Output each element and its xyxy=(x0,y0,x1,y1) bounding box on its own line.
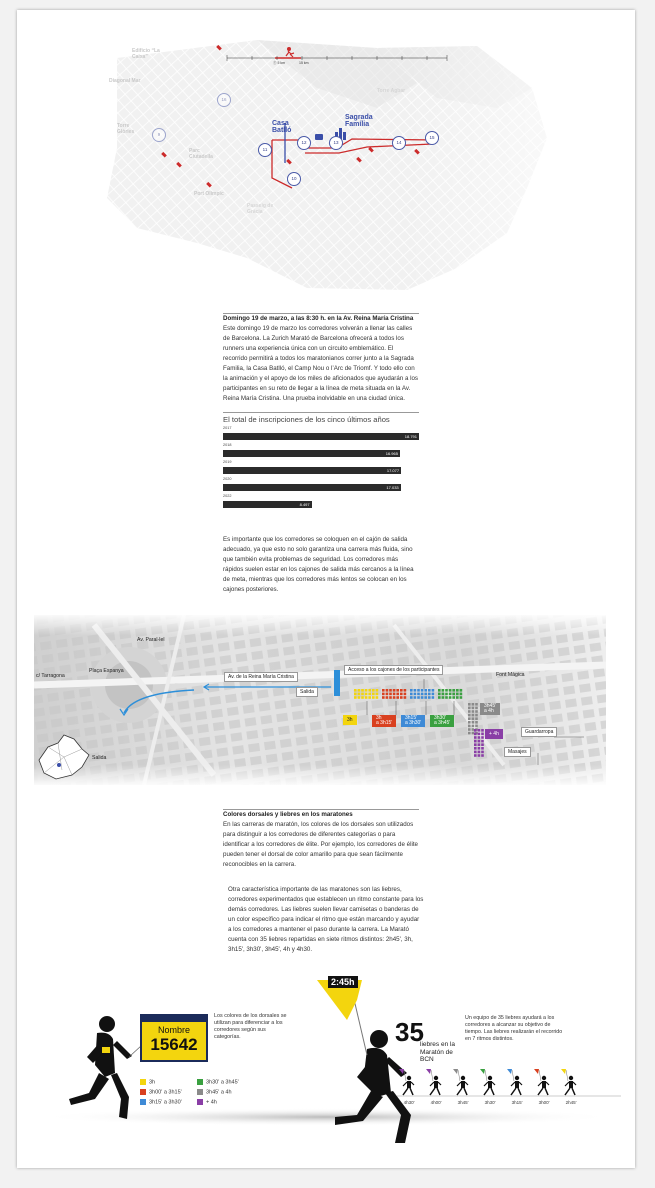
barcelona-inset-map xyxy=(34,725,94,785)
corral-cell xyxy=(404,689,407,692)
bar-year-label: 2019 xyxy=(223,460,232,464)
legend-label: + 4h xyxy=(206,1099,217,1106)
map-label-ciutadella: Parc Ciutadella xyxy=(189,148,213,160)
bar-year-label: 2017 xyxy=(223,426,232,430)
corral-cell xyxy=(472,714,475,717)
corral-cell xyxy=(421,693,424,696)
bar[interactable] xyxy=(223,450,400,457)
corral-cell xyxy=(472,725,475,728)
corral-cell xyxy=(472,703,475,706)
corral-cell xyxy=(361,696,364,699)
corral-cell xyxy=(358,696,361,699)
corral-cell xyxy=(478,740,481,743)
corral-cell xyxy=(424,696,427,699)
corral-cell xyxy=(424,689,427,692)
corral-cell xyxy=(460,693,463,696)
corral-cell xyxy=(456,689,459,692)
dorsales-heading: Colores dorsales y liebres en los maratones xyxy=(223,811,353,818)
corral-cell xyxy=(474,733,477,736)
corral-cell xyxy=(468,717,471,720)
map-label-lacaixa: Edificio “La Caixa” xyxy=(132,48,160,60)
bib-note: Los colores de los dorsales se utilizan para diferenciar a los corredores según sus categorías. xyxy=(214,1013,287,1040)
legend-label: 3h30' a 3h45' xyxy=(206,1079,239,1086)
corral-cell xyxy=(368,689,371,692)
corral-cell xyxy=(474,740,477,743)
pace-runner xyxy=(480,1069,495,1095)
corral-cell xyxy=(358,693,361,696)
corral-cell xyxy=(372,693,375,696)
bib-name: Nombre xyxy=(157,1025,190,1035)
pace-label: 3h15' xyxy=(511,1100,523,1105)
bar-value-label: 18.791 xyxy=(404,434,417,439)
bar[interactable] xyxy=(223,484,401,491)
corral-cell xyxy=(445,693,448,696)
legend-label: 3h00' a 3h15' xyxy=(149,1089,182,1096)
corral-cell xyxy=(410,693,413,696)
corral-cell xyxy=(404,696,407,699)
corral-cell xyxy=(474,729,477,732)
bar-value-label: 16.965 xyxy=(385,451,398,456)
corral-cell xyxy=(417,693,420,696)
corral-cell xyxy=(396,689,399,692)
bar-value-label: 17.033 xyxy=(386,485,399,490)
pace-label: 3h45' xyxy=(457,1100,469,1105)
label-tarragona: c/ Tarragona xyxy=(36,673,65,679)
corral-cell xyxy=(445,689,448,692)
corral-cell xyxy=(404,693,407,696)
corral-cell xyxy=(445,696,448,699)
corral-cell xyxy=(468,707,471,710)
corral-cell xyxy=(481,729,484,732)
label-acceso: Acceso a los cajones de los participantes xyxy=(344,665,443,675)
legend-item xyxy=(197,1099,217,1105)
corral-label-3h00: 3h a 3h15' xyxy=(372,715,396,727)
km-marker-10[interactable]: 10 xyxy=(287,172,301,186)
corral-label-3h45: 3h45' a 4h xyxy=(480,703,500,715)
corral-label-4h: + 4h xyxy=(485,729,503,739)
legend-label: 3h15' a 3h30' xyxy=(149,1099,182,1106)
corral-cell xyxy=(372,689,375,692)
pace-label: 2h45' xyxy=(565,1100,577,1105)
pace-label: 3h30' xyxy=(484,1100,496,1105)
corral-cell xyxy=(472,721,475,724)
label-espanya: Plaça Espanya xyxy=(89,668,124,674)
chart-title: El total de inscripciones de los cinco últimos años xyxy=(223,415,390,424)
corral-cell xyxy=(393,696,396,699)
label-font-magica: Font Màgica xyxy=(496,672,525,678)
map-label-glories: Torre Glòries xyxy=(117,123,135,135)
corral-cell xyxy=(456,696,459,699)
corral-cell xyxy=(442,693,445,696)
corral-cell xyxy=(468,732,471,735)
corral-cell xyxy=(460,696,463,699)
legend-swatch xyxy=(197,1099,203,1105)
corral-cell xyxy=(376,689,379,692)
legend-item xyxy=(197,1079,239,1085)
corral-cell xyxy=(386,689,389,692)
pace-label: 3h00' xyxy=(538,1100,550,1105)
pace-runner xyxy=(426,1069,441,1095)
corral-cell xyxy=(389,689,392,692)
corral-cell xyxy=(393,693,396,696)
corral-cell xyxy=(442,696,445,699)
corral-cell xyxy=(481,740,484,743)
corral-cell xyxy=(414,689,417,692)
map-label-agbar: Torre Agbar xyxy=(377,88,406,94)
pace-label: 4h00' xyxy=(430,1100,442,1105)
corral-cell xyxy=(468,725,471,728)
pace-runner xyxy=(561,1069,576,1095)
corral-cell xyxy=(410,696,413,699)
dorsales-body: En las carreras de maratón, los colores de los dorsales son utilizados para distinguir a los corredores de diferentes categorías o para identificar a los corredores de élite. Por ejemplo, los corredores de élite pueden tener el dorsal de color amarillo para que sean fácilmente reconocibles en la carrera. xyxy=(223,821,419,868)
corral-cell xyxy=(449,693,452,696)
dorsales-block xyxy=(223,810,419,870)
corral-cell xyxy=(442,689,445,692)
bar-year-label: 2020 xyxy=(223,477,232,481)
corral-cell xyxy=(400,689,403,692)
corral-cell xyxy=(428,693,431,696)
legend-swatch xyxy=(197,1079,203,1085)
corral-cell xyxy=(410,689,413,692)
corral-cell xyxy=(414,693,417,696)
corral-cell xyxy=(478,747,481,750)
corral-cell xyxy=(481,751,484,754)
corral-cell xyxy=(481,733,484,736)
bib-number: 15642 xyxy=(150,1035,198,1054)
corral-cell xyxy=(361,693,364,696)
pacers-big-number: 35 xyxy=(395,1017,424,1047)
label-av-parallel: Av. Paral·lel xyxy=(137,637,165,643)
km-marker-16[interactable]: 16 xyxy=(217,93,231,107)
bar[interactable] xyxy=(223,433,419,440)
corral-cell xyxy=(475,703,478,706)
corral-cell xyxy=(368,696,371,699)
corral-cell xyxy=(368,693,371,696)
route-map[interactable] xyxy=(77,28,547,298)
corral-cell xyxy=(478,736,481,739)
corral-cell xyxy=(438,696,441,699)
label-salida: Salida xyxy=(296,687,318,697)
intro-heading: Domingo 19 de marzo, a las 8:30 h. en la Av. Reina María Cristina xyxy=(223,315,414,322)
map-label-gracia: Passeig de Gràcia xyxy=(247,203,274,215)
bar[interactable] xyxy=(223,501,312,508)
km-marker-13[interactable]: 13 xyxy=(329,136,343,150)
corral-cell xyxy=(478,743,481,746)
corral-cell xyxy=(365,689,368,692)
corral-cell xyxy=(438,689,441,692)
pace-runner xyxy=(507,1069,522,1095)
corral-cell xyxy=(475,707,478,710)
corral-cell xyxy=(382,689,385,692)
corral-cell xyxy=(468,721,471,724)
corral-cell xyxy=(382,693,385,696)
pace-runner xyxy=(534,1069,549,1095)
corral-cell xyxy=(475,710,478,713)
corral-cell xyxy=(475,725,478,728)
pacer-flag-label: 2:45h xyxy=(328,976,358,988)
corral-cell xyxy=(449,689,452,692)
bar-year-label: 2022 xyxy=(223,494,232,498)
corral-label-3h15: 3h15' a 3h30' xyxy=(401,715,425,727)
corral-cell xyxy=(449,696,452,699)
corral-cell xyxy=(474,743,477,746)
corral-cell xyxy=(481,736,484,739)
corral-cell xyxy=(396,693,399,696)
corral-cell xyxy=(438,693,441,696)
bar-chart xyxy=(223,426,419,521)
corral-cell xyxy=(474,754,477,757)
pace-runner xyxy=(453,1069,468,1095)
corral-cell xyxy=(474,747,477,750)
chart-rule xyxy=(223,412,419,413)
corral-cell xyxy=(452,696,455,699)
legend-label: 3h45' a 4h xyxy=(206,1089,232,1096)
corral-cell xyxy=(365,693,368,696)
corral-cell xyxy=(354,696,357,699)
pacers-note: Un equipo de 35 liebres ayudará a los corredores a alcanzar su objetivo de tiempo. Las liebres realizarán el recorrido en 7 ritmos distintos. xyxy=(465,1015,563,1042)
km-marker-15[interactable]: 15 xyxy=(425,131,439,145)
corral-cell xyxy=(354,693,357,696)
corral-cell xyxy=(372,696,375,699)
corral-cell xyxy=(468,703,471,706)
map-label-port: Port Olímpic xyxy=(194,191,224,197)
corral-cell xyxy=(475,714,478,717)
corral-cell xyxy=(472,717,475,720)
bar-value-label: 8.497 xyxy=(299,502,310,507)
liebres-text: Otra característica importante de las maratones son las liebres, corredores experimentados que establecen un ritmo constante para los demás corredores. Las liebres suelen llevar camisetas o banderas de un color específico para indicar el ritmo que están marcando y ayudar a los corredores a mantener el paso durante la carrera. La Marató cuenta con 35 liebres repartidas en siete ritmos distintos: 2h45', 3h, 3h15', 3h30', 3h45', 4h y 4h30. xyxy=(228,886,424,953)
corral-label-3h: 3h xyxy=(343,715,357,725)
route-map-svg xyxy=(77,28,547,298)
corral-cell xyxy=(424,693,427,696)
corral-cell xyxy=(354,689,357,692)
corral-cell xyxy=(396,696,399,699)
bar-year-label: 2018 xyxy=(223,443,232,447)
corral-cell xyxy=(460,689,463,692)
bar[interactable] xyxy=(223,467,401,474)
corral-cell xyxy=(468,728,471,731)
corral-cell xyxy=(432,689,435,692)
corral-cell xyxy=(478,751,481,754)
pacers-caption: liebres en la Maratón de BCN xyxy=(420,1041,456,1063)
bib-header-strip xyxy=(142,1016,206,1022)
city-inset xyxy=(34,725,94,785)
start-area-map[interactable] xyxy=(34,615,606,785)
corral-cell xyxy=(481,754,484,757)
label-reina-cristina: Av. de la Reina María Cristina xyxy=(224,672,298,682)
corral-cell xyxy=(478,754,481,757)
corral-cell xyxy=(474,736,477,739)
corral-cell xyxy=(358,689,361,692)
km-marker-11[interactable]: 11 xyxy=(258,143,272,157)
corral-cell xyxy=(472,728,475,731)
scale-right-label: 15 km xyxy=(299,61,309,65)
km-marker-14[interactable]: 14 xyxy=(392,136,406,150)
corral-cell xyxy=(386,693,389,696)
intro-block xyxy=(223,314,419,404)
corral-cell xyxy=(452,693,455,696)
corral-cell xyxy=(478,733,481,736)
legend-swatch xyxy=(140,1079,146,1085)
intro-body: Este domingo 19 de marzo los corredores volverán a llenar las calles de Barcelona. La Zurich Marató de Barcelona ofrecerá a todos los runners una experiencia única con un circuito emblemático. El recorrido permitirá a todos los maratonianos correr junto a la Sagrada Familia, la Casa Batlló, el Camp Nou o l’Arc de Triomf. Y todo ello con la animación y el apoyo de los miles de aficionados que ayudarán a los participantes en su reto de llegar a la línea de meta situada en la Av. Reina María Cristina. Una prueba inolvidable en una ciudad única. xyxy=(223,325,419,402)
corral-cell xyxy=(393,689,396,692)
corral-cell xyxy=(361,689,364,692)
pace-label: 4h30' xyxy=(403,1100,415,1105)
corral-cell xyxy=(414,696,417,699)
scale-left-label: Ⓢ 5 km xyxy=(273,61,286,65)
corral-cell xyxy=(481,747,484,750)
corral-cell xyxy=(474,751,477,754)
runner-illustration xyxy=(17,965,635,1168)
legend-swatch xyxy=(140,1089,146,1095)
legend-item xyxy=(140,1079,155,1085)
corral-cell xyxy=(382,696,385,699)
corral-cell xyxy=(389,696,392,699)
map-label-casa-batllo[interactable]: Casa Batlló xyxy=(272,120,292,134)
corral-cell xyxy=(400,696,403,699)
corral-cell xyxy=(468,714,471,717)
corral-cell xyxy=(428,689,431,692)
legend-item xyxy=(197,1089,232,1095)
corral-cell xyxy=(421,689,424,692)
corral-cell xyxy=(478,729,481,732)
legend-item xyxy=(140,1089,182,1095)
corral-cell xyxy=(365,696,368,699)
corral-cell xyxy=(475,717,478,720)
corral-cell xyxy=(428,696,431,699)
legend-label: 3h xyxy=(149,1079,156,1086)
corral-cell xyxy=(421,696,424,699)
label-guardarropa: Guardarropa xyxy=(521,727,557,737)
corral-cell xyxy=(472,710,475,713)
km-marker-9[interactable]: 9 xyxy=(152,128,166,142)
label-salida-inset: Salida xyxy=(92,755,107,761)
corral-cell xyxy=(376,693,379,696)
corral-cell xyxy=(417,689,420,692)
corral-label-3h30: 3h30' a 3h45' xyxy=(430,715,454,727)
corral-cell xyxy=(400,693,403,696)
corral-cell xyxy=(417,696,420,699)
runners-svg xyxy=(17,965,635,1168)
cajones-text: Es importante que los corredores se coloquen en el cajón de salida adecuado, ya que esto no solo garantiza una carrera más fluida, sino que también evita problemas de seguridad. Los corredores más rápidos suelen estar en los cajones de salida más cercanos a la línea de meta, mientras que los corredores más lentos se colocan en los cajones posteriores. xyxy=(223,536,414,593)
corral-cell xyxy=(376,696,379,699)
corral-cell xyxy=(456,693,459,696)
corral-cell xyxy=(472,707,475,710)
corral-cell xyxy=(472,732,475,735)
corral-cell xyxy=(475,721,478,724)
label-masajes: Masajes xyxy=(504,747,531,757)
legend-swatch xyxy=(197,1089,203,1095)
corral-cell xyxy=(452,689,455,692)
corral-cell xyxy=(432,696,435,699)
corral-cell xyxy=(389,693,392,696)
map-label-sagrada-familia[interactable]: Sagrada Família xyxy=(345,114,373,128)
legend-item xyxy=(140,1099,182,1105)
corral-cell xyxy=(386,696,389,699)
map-label-diagonal: Diagonal Mar xyxy=(109,78,141,84)
km-marker-12[interactable]: 12 xyxy=(297,136,311,150)
corral-cell xyxy=(481,743,484,746)
corral-cell xyxy=(432,693,435,696)
legend-swatch xyxy=(140,1099,146,1105)
bib-card xyxy=(140,1014,208,1062)
article-page xyxy=(17,10,635,1168)
bar-value-label: 17.077 xyxy=(386,468,400,473)
start-area-map-svg xyxy=(34,615,606,785)
corral-cell xyxy=(468,710,471,713)
